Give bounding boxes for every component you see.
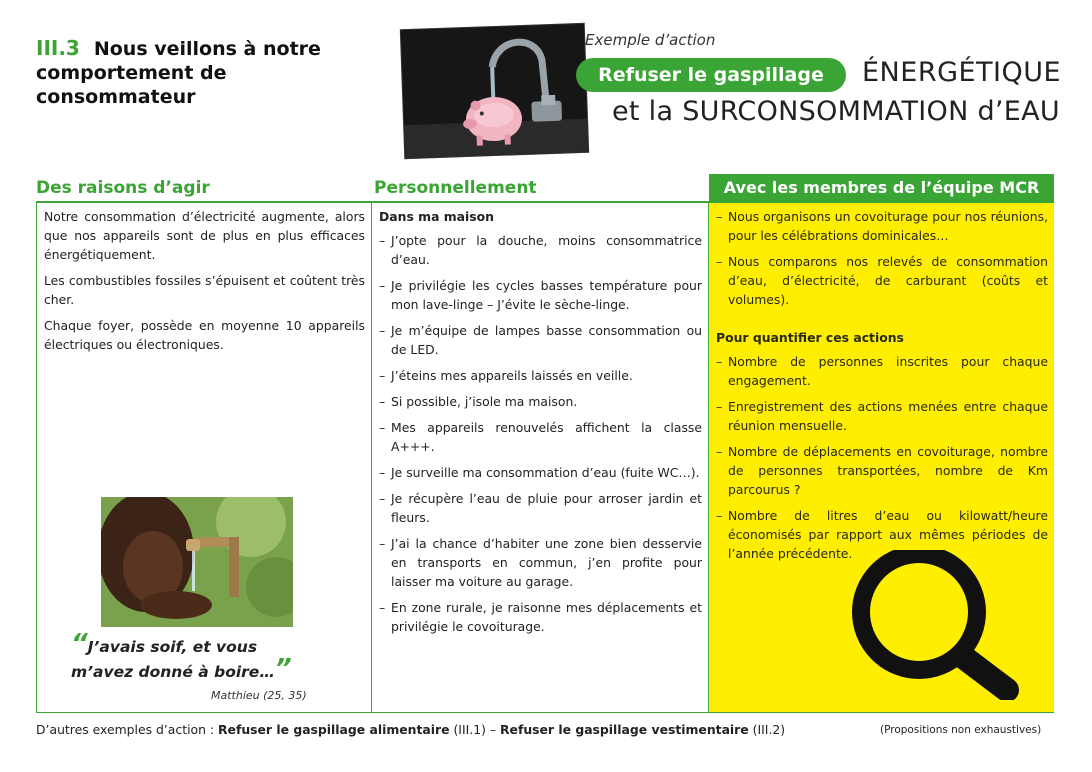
footer-link-vestimentaire[interactable]: Refuser le gaspillage vestimentaire (500, 722, 749, 737)
heading-team: Avec les membres de l’équipe MCR (709, 174, 1054, 202)
team-subheading: Pour quantifier ces actions (716, 330, 904, 345)
section-title (36, 36, 336, 109)
personal-item: – Je surveille ma consommation d’eau (fuite WC…). (379, 465, 700, 480)
heading-reasons: Des raisons d’agir (36, 178, 210, 198)
personal-item: – En zone rurale, je raisonne mes déplacements et privilégie le covoiturage. (379, 600, 702, 634)
reason-paragraph: Les combustibles fossiles s’épuisent et coûtent très cher. (44, 273, 365, 307)
personal-item: – Si possible, j’isole ma maison. (379, 394, 578, 409)
section-number: III.3 (36, 36, 80, 60)
bible-quote (71, 629, 321, 684)
action-pill: Refuser le gaspillage (576, 58, 846, 92)
reason-paragraph: Notre consommation d’électricité augmente, alors que nos appareils sont de plus en plus efficaces énergétiquement. (44, 209, 365, 262)
personal-item: – J’ai la chance d’habiter une zone bien desservie en transports en commun, j’en profite pour laisser ma voiture au garage. (379, 536, 702, 589)
piggy-bank-photo (401, 24, 588, 158)
personal-item: – Mes appareils renouvelés affichent la classe A+++. (379, 420, 702, 454)
quote-source: Matthieu (25, 35) (211, 689, 307, 702)
footer-prefix: D’autres exemples d’action : (36, 722, 218, 737)
footer-link-alimentaire[interactable]: Refuser le gaspillage alimentaire (218, 722, 450, 737)
personal-item: – Je m’équipe de lampes basse consommation ou de LED. (379, 323, 702, 357)
column-personal (372, 203, 709, 713)
personal-item: – J’éteins mes appareils laissés en veille. (379, 368, 633, 383)
headline-surconsommation: et la SURCONSOMMATION d’EAU (612, 96, 1060, 127)
footer-ref-2: (III.2) (748, 722, 786, 737)
personal-item: – Je privilégie les cycles basses température pour mon lave-linge – J’évite le sèche-linge. (379, 278, 702, 312)
metric-item: – Nombre de déplacements en covoiturage, nombre de personnes transportées, nombre de Km parcourus ? (716, 444, 1048, 497)
personal-item: – J’opte pour la douche, moins consommatrice d’eau. (379, 233, 702, 267)
footer-note: (Propositions non exhaustives) (880, 724, 1042, 736)
child-drinking-photo (101, 497, 293, 627)
headline-energetique: ÉNERGÉTIQUE (862, 57, 1062, 88)
metric-item: – Nombre de personnes inscrites pour chaque engagement. (716, 354, 1048, 388)
personal-item: – Je récupère l’eau de pluie pour arroser jardin et fleurs. (379, 491, 702, 525)
metric-item: – Nombre de litres d’eau ou kilowatt/heure économisés par rapport aux mêmes périodes de l’année précédente. (716, 508, 1048, 561)
footer-other-examples (36, 722, 785, 737)
section-title-text: Nous veillons à notre comportement de consommateur (36, 38, 321, 108)
heading-personal: Personnellement (374, 178, 537, 198)
quote-open-mark: “ (71, 629, 88, 659)
magnifier-icon (841, 550, 1026, 700)
column-reasons (36, 203, 372, 713)
example-label: Exemple d’action (585, 31, 716, 49)
footer-ref-1: (III.1) – (449, 722, 500, 737)
metric-item: – Enregistrement des actions menées entre chaque réunion mensuelle. (716, 399, 1048, 433)
quote-close-mark: ” (274, 654, 292, 684)
quote-text: J’avais soif, et vous m’avez donné à boire… (71, 638, 275, 681)
personal-subheading: Dans ma maison (379, 209, 494, 224)
team-item: – Nous organisons un covoiturage pour nos réunions, pour les célébrations dominicales… (716, 209, 1048, 243)
team-item: – Nous comparons nos relevés de consommation d’eau, d’électricité, de carburant (coûts et volumes). (716, 254, 1048, 307)
reason-paragraph: Chaque foyer, possède en moyenne 10 appareils électriques ou électroniques. (44, 318, 365, 352)
